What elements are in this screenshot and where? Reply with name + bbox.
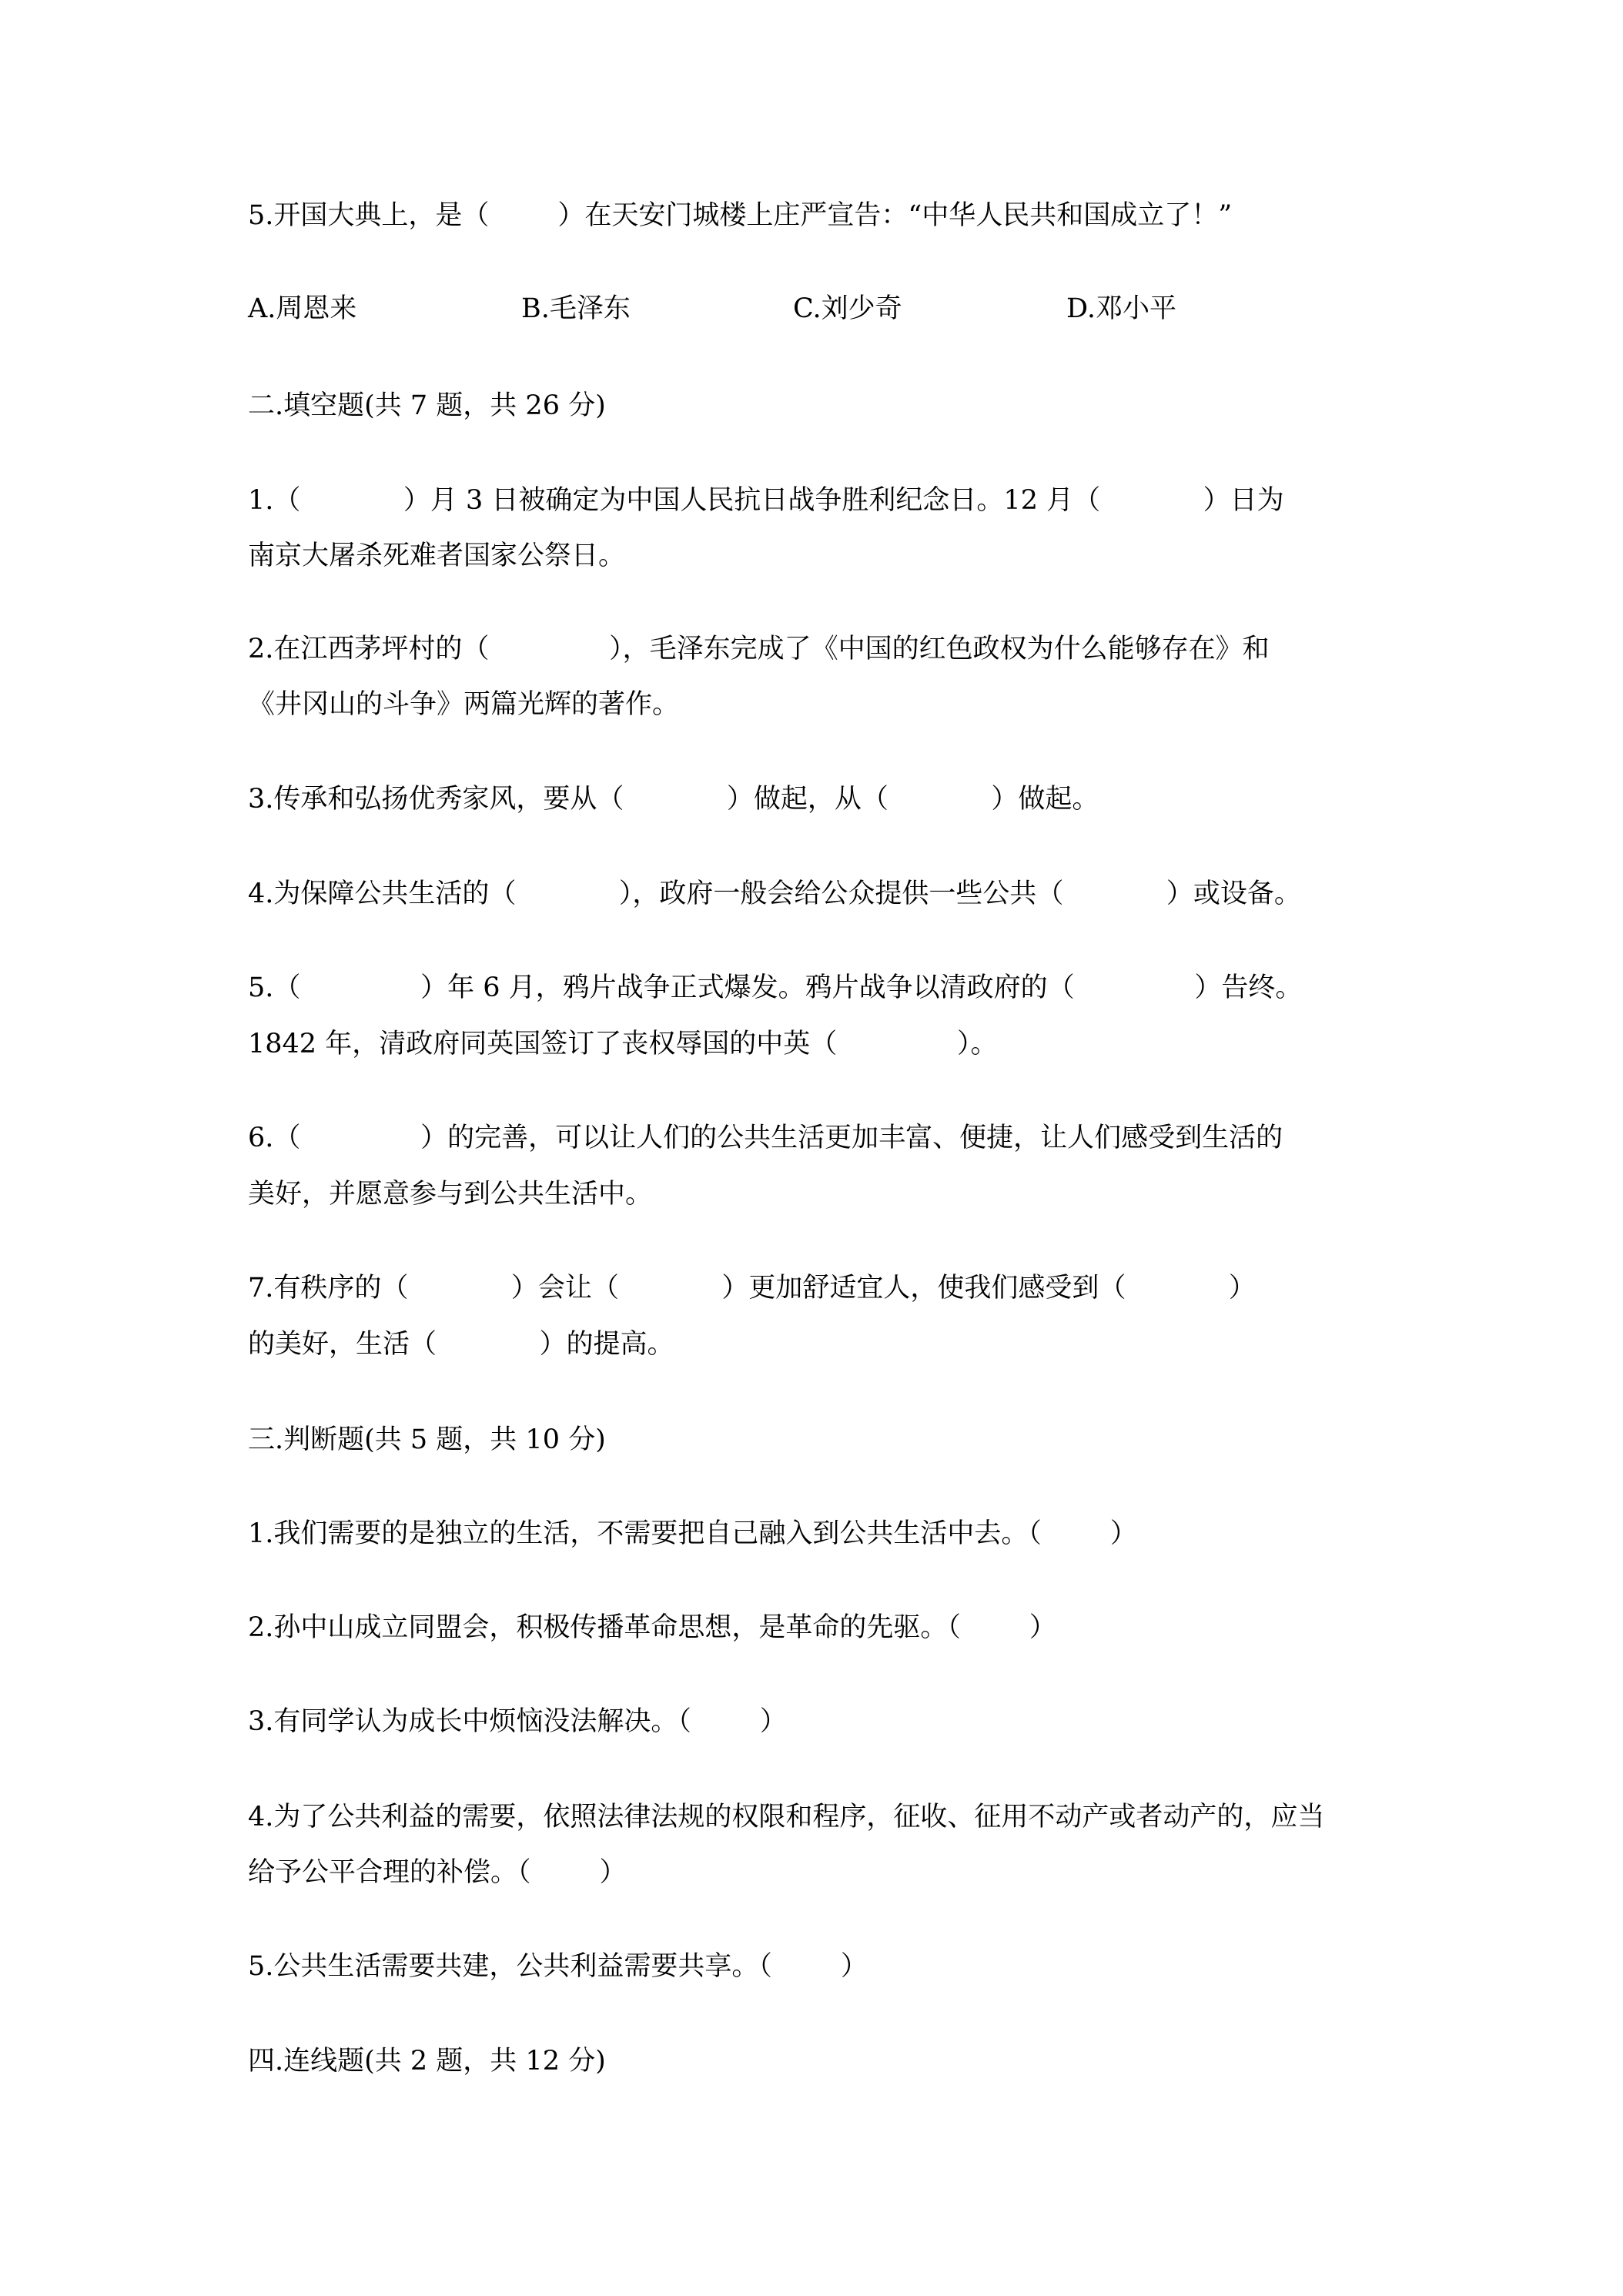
question-line: 5.（ ）年 6 月，鸦片战争正式爆发。鸦片战争以清政府的（ ）告终。 [248, 972, 1303, 1003]
option-b: B.毛泽东 [521, 293, 631, 324]
question-line: 《井冈山的斗争》两篇光辉的著作。 [248, 689, 680, 720]
question-line: 美好，并愿意参与到公共生活中。 [248, 1179, 653, 1210]
question-line: 4.为了公共利益的需要，依照法律法规的权限和程序，征收、征用不动产或者动产的，应当 [248, 1802, 1325, 1832]
question-line: 1.我们需要的是独立的生活，不需要把自己融入到公共生活中去。（ ） [248, 1518, 1137, 1549]
section-heading: 三.判断题(共 5 题，共 10 分) [248, 1424, 606, 1455]
question-line: 南京大屠杀死难者国家公祭日。 [248, 541, 626, 571]
question-line: 5.公共生活需要共建，公共利益需要共享。（ ） [248, 1951, 868, 1982]
question-text: 5.开国大典上，是（ ）在天安门城楼上庄严宣告：“中华人民共和国成立了！” [248, 200, 1233, 231]
question-line: 3.传承和弘扬优秀家风，要从（ ）做起，从（ ）做起。 [248, 784, 1099, 815]
question-line: 给予公平合理的补偿。（ ） [248, 1857, 627, 1888]
option-c: C.刘少奇 [793, 293, 902, 324]
section-heading: 二.填空题(共 7 题，共 26 分) [248, 390, 606, 421]
question-line: 7.有秩序的（ ）会让（ ）更加舒适宜人，使我们感受到（ ） [248, 1273, 1256, 1304]
option-d: D.邓小平 [1066, 293, 1176, 324]
question-line: 4.为保障公共生活的（ ），政府一般会给公众提供一些公共（ ）或设备。 [248, 879, 1301, 909]
question-line: 1.（ ）月 3 日被确定为中国人民抗日战争胜利纪念日。12 月（ ）日为 [248, 485, 1284, 516]
option-a: A.周恩来 [248, 293, 357, 324]
question-line: 2.在江西茅坪村的（ ），毛泽东完成了《中国的红色政权为什么能够存在》和 [248, 634, 1270, 664]
question-line: 1842 年，清政府同英国签订了丧权辱国的中英（ ）。 [248, 1029, 998, 1059]
question-line: 的美好，生活（ ）的提高。 [248, 1329, 674, 1360]
question-line: 3.有同学认为成长中烦恼没法解决。（ ） [248, 1706, 787, 1737]
question-line: 2.孙中山成立同盟会，积极传播革命思想，是革命的先驱。（ ） [248, 1612, 1056, 1643]
section-heading: 四.连线题(共 2 题，共 12 分) [248, 2046, 606, 2077]
question-line: 6.（ ）的完善，可以让人们的公共生活更加丰富、便捷，让人们感受到生活的 [248, 1123, 1283, 1153]
